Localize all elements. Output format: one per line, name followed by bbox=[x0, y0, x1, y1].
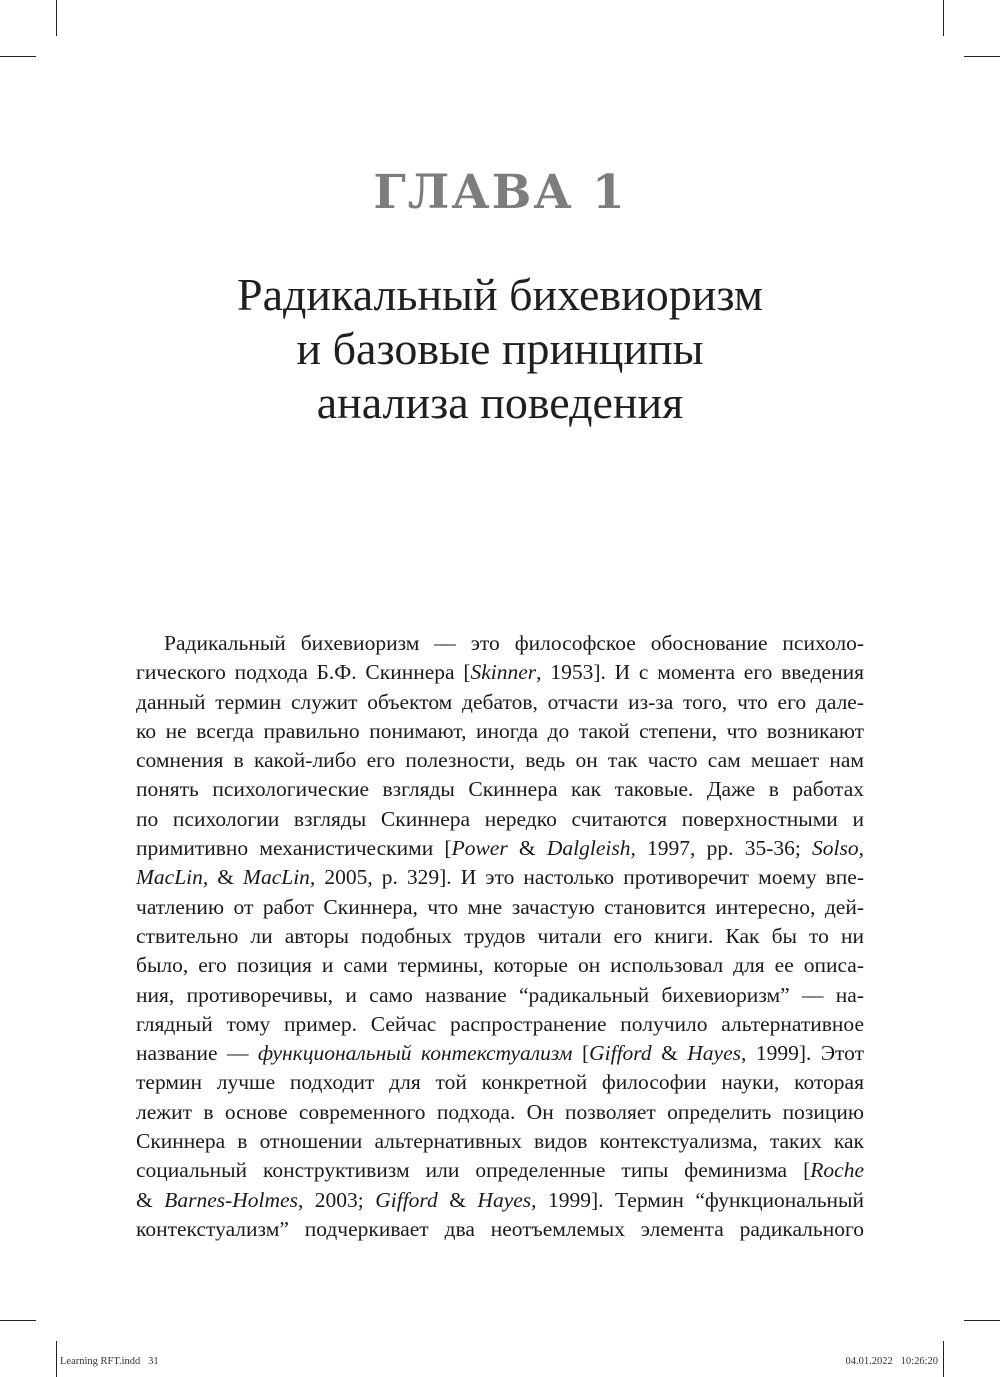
chapter-title-line: анализа поведения bbox=[316, 377, 684, 428]
chapter-title-line: и базовые принципы bbox=[296, 323, 704, 374]
text-run: 2005, p. 329]. И это настолько противоречит моему впе- bbox=[315, 865, 864, 890]
text-run: название — bbox=[136, 1041, 258, 1066]
text-run: & bbox=[208, 865, 244, 890]
text-run: термин лучше подходит для той конкретной философии науки, которая bbox=[136, 1070, 864, 1095]
text-run: Радикальный бихевиоризм — это философское обоснование психоло- bbox=[164, 631, 864, 655]
slug-filename: Learning RFT.indd 31 bbox=[60, 1356, 159, 1367]
text-line bbox=[136, 1010, 864, 1039]
text-run: социальный конструктивизм или определенные типы феминизма [ bbox=[136, 1158, 811, 1183]
text-line bbox=[136, 863, 864, 892]
text-run: [ bbox=[572, 1041, 590, 1066]
text-line bbox=[136, 922, 864, 951]
text-line bbox=[136, 805, 864, 834]
text-line bbox=[136, 1215, 864, 1244]
text-run: ко не всегда правильно понимают, иногда до такой степени, что возникают bbox=[136, 718, 864, 743]
text-run: примитивно механистическими [ bbox=[136, 836, 452, 861]
text-run: контекстуализм” подчеркивает два неотъемлемых элемента радикального bbox=[136, 1216, 864, 1241]
text-run: сомнения в какой-либо его полезности, ведь он так часто сам мешает нам bbox=[136, 748, 864, 773]
text-line bbox=[136, 1156, 864, 1185]
text-line bbox=[136, 1068, 864, 1097]
text-run: чатлению от работ Скиннера, что мне зачастую становится интересно, дей- bbox=[136, 894, 864, 919]
chapter-title bbox=[0, 268, 1000, 430]
text-line bbox=[136, 1127, 864, 1156]
text-run: данный термин служит объектом дебатов, отчасти из-за того, что его дале- bbox=[136, 689, 864, 714]
crop-mark bbox=[0, 1320, 36, 1321]
crop-mark bbox=[0, 56, 36, 57]
text-line bbox=[136, 1039, 864, 1068]
citation-italic: Solso, bbox=[812, 836, 865, 861]
text-line bbox=[136, 688, 864, 717]
text-run: 1997, pp. 35-36; bbox=[635, 836, 813, 861]
text-line bbox=[136, 893, 864, 922]
citation-italic: Dalgleish, bbox=[546, 836, 636, 861]
citation-italic: Roche bbox=[810, 1158, 864, 1183]
text-run: было, его позиция и сами термины, которые он использовал для ее описа- bbox=[136, 953, 864, 978]
text-line bbox=[136, 981, 864, 1010]
text-run: , 2003; bbox=[297, 1187, 376, 1212]
text-line bbox=[136, 1098, 864, 1127]
text-run: глядный тому пример. Сейчас распространение получило альтернативное bbox=[136, 1011, 864, 1036]
crop-mark bbox=[943, 1341, 944, 1377]
text-line bbox=[136, 775, 864, 804]
slug-timestamp: 04.01.2022 10:26:20 bbox=[845, 1356, 938, 1367]
text-run: , 1999]. Этот bbox=[741, 1041, 864, 1066]
text-run: понять психологические взгляды Скиннера как таковые. Даже в работах bbox=[136, 777, 864, 802]
text-run: & bbox=[136, 1187, 165, 1212]
crop-mark bbox=[943, 0, 944, 36]
body-paragraph bbox=[136, 629, 864, 1244]
citation-italic: функциональный контекстуализм bbox=[257, 1041, 573, 1066]
citation-italic: Skinner bbox=[470, 660, 537, 685]
citation-italic: Gifford bbox=[375, 1187, 438, 1212]
citation-italic: MacLin, bbox=[243, 865, 316, 890]
text-line bbox=[136, 746, 864, 775]
text-run: & bbox=[507, 836, 547, 861]
text-run: Скиннера в отношении альтернативных видов контекстуализма, таких как bbox=[136, 1129, 864, 1154]
text-line bbox=[136, 1186, 864, 1215]
text-line bbox=[136, 834, 864, 863]
text-line bbox=[136, 717, 864, 746]
citation-italic: Barnes-Holmes bbox=[164, 1187, 298, 1212]
text-run: гического подхода Б.Ф. Скиннера [ bbox=[136, 660, 471, 685]
citation-italic: Hayes bbox=[687, 1041, 742, 1066]
text-run: ствительно ли авторы подобных трудов читали его книги. Как бы то ни bbox=[136, 923, 864, 948]
citation-italic: Power bbox=[451, 836, 508, 861]
text-run: , 1999]. Термин “функциональный bbox=[531, 1187, 864, 1212]
text-line bbox=[136, 658, 864, 687]
crop-mark bbox=[56, 1341, 57, 1377]
citation-italic: MacLin, bbox=[136, 865, 209, 890]
text-run: & bbox=[437, 1187, 478, 1212]
text-run: , 1953]. И с момента его введения bbox=[536, 660, 864, 685]
text-run: лежит в основе современного подхода. Он позволяет определить позицию bbox=[136, 1099, 864, 1124]
chapter-title-line: Радикальный бихевиоризм bbox=[237, 269, 763, 320]
text-run: по психологии взгляды Скиннера нередко считаются поверхностными и bbox=[136, 806, 864, 831]
citation-italic: Hayes bbox=[477, 1187, 532, 1212]
crop-mark bbox=[964, 56, 1000, 57]
text-run: ния, противоречивы, и само название “радикальный бихевиоризм” — на- bbox=[136, 982, 864, 1007]
text-line bbox=[136, 629, 864, 658]
text-run: & bbox=[651, 1041, 688, 1066]
citation-italic: Gifford bbox=[589, 1041, 652, 1066]
text-line bbox=[136, 951, 864, 980]
crop-mark bbox=[964, 1320, 1000, 1321]
chapter-label: ГЛАВА 1 bbox=[373, 165, 627, 220]
crop-mark bbox=[56, 0, 57, 36]
